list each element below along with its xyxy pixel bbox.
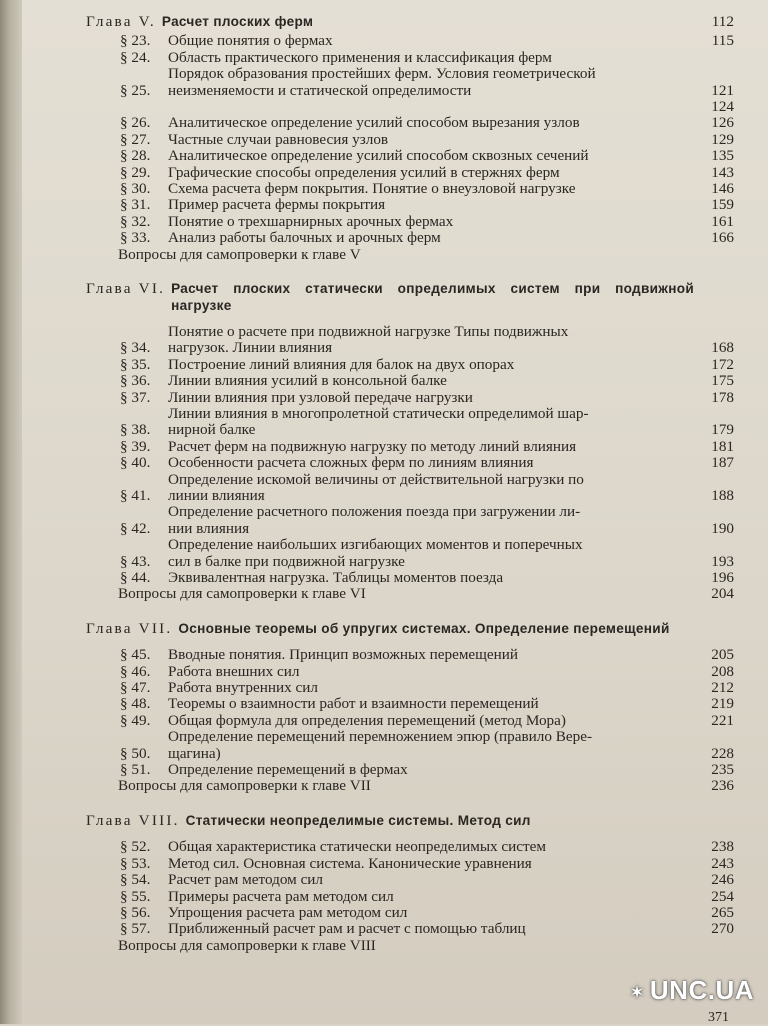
toc-entry (86, 713, 734, 729)
toc-entry (86, 181, 734, 197)
entry-line: Анализ работы балочных и арочных ферм (168, 229, 441, 247)
toc-entry (86, 439, 734, 455)
toc-entry (86, 132, 734, 148)
entry-line: Общая формула для определения перемещений (метод Мора) (168, 711, 566, 729)
toc-entry (86, 664, 734, 680)
section-title (168, 214, 694, 230)
entry-line: Вводные понятия. Принцип возможных перемещений (168, 646, 518, 664)
chapter-section (86, 813, 734, 954)
section-page: 212 (711, 679, 734, 697)
toc-entry (86, 324, 734, 357)
book-binding-edge (0, 0, 22, 1024)
entry-line: Линии влияния при узловой передаче нагрузки (168, 388, 473, 406)
toc-entry (86, 357, 734, 373)
toc-entry (86, 99, 734, 115)
star-icon: ✶ (628, 982, 646, 1004)
section-title (168, 373, 694, 389)
entry-line: Определение расчетного положения поезда при загружении ли- (168, 503, 581, 521)
section-title (168, 439, 694, 455)
section-title (168, 664, 694, 680)
section-title (168, 537, 694, 570)
section-number: § 35. (120, 355, 151, 373)
section-page: 193 (711, 552, 734, 570)
section-page: 121 (711, 81, 734, 99)
section-page: 205 (711, 646, 734, 664)
section-title (168, 197, 694, 213)
section-title (168, 115, 694, 131)
entry-line: Построение линий влияния для балок на двух опорах (168, 355, 515, 373)
chapter-title: Статически неопределимые системы. Метод сил (185, 812, 531, 828)
section-number: § 40. (120, 454, 151, 472)
entry-line: Метод сил. Основная система. Канонические уравнения (168, 854, 532, 872)
chapter-section (86, 281, 734, 603)
section-page: 168 (711, 339, 734, 357)
section-number: § 24. (120, 48, 151, 66)
section-number: § 45. (120, 646, 151, 664)
review-questions-label: Вопросы для самопроверки к главе V (118, 245, 361, 263)
chapter-heading (86, 621, 734, 637)
entry-line: Определение искомой величины от действительной нагрузки по (168, 470, 584, 488)
toc-entry (86, 390, 734, 406)
section-page: 124 (711, 98, 734, 116)
section-title (168, 455, 694, 471)
review-questions-page: 236 (711, 777, 734, 795)
toc-entry (86, 537, 734, 570)
toc-entry (86, 680, 734, 696)
section-page: 135 (711, 147, 734, 165)
review-questions-page (694, 247, 734, 263)
section-number: § 37. (120, 388, 151, 406)
entry-line: Аналитическое определение усилий способом вырезания узлов (168, 114, 580, 132)
section-number: § 52. (120, 838, 151, 856)
entry-line: Работа внутренних сил (168, 679, 318, 697)
section-title (168, 680, 694, 696)
entry-line: Определение перемещений перемножением эпюр (правило Вере- (168, 728, 593, 746)
chapter-title: Основные теоремы об упругих системах. Определение перемещений (178, 620, 670, 636)
toc-entry (86, 921, 734, 937)
section-title (168, 324, 694, 357)
review-questions-label: Вопросы для самопроверки к главе VI (118, 585, 366, 603)
section-number: § 46. (120, 662, 151, 680)
section-page: 246 (711, 871, 734, 889)
toc-entry (86, 33, 734, 49)
section-page: 159 (711, 196, 734, 214)
toc-entry (86, 762, 734, 778)
chapter-heading (86, 281, 734, 314)
section-number: § 39. (120, 437, 151, 455)
entry-line: Приближенный расчет рам и расчет с помощью таблиц (168, 920, 526, 938)
section-title (168, 66, 694, 99)
toc-entry (86, 214, 734, 230)
section-title (168, 165, 694, 181)
review-questions (86, 778, 734, 794)
toc-entry (86, 889, 734, 905)
entry-line: Графические способы определения усилий в стержнях ферм (168, 163, 560, 181)
section-title (168, 390, 694, 406)
entry-line: Расчет рам методом сил (168, 871, 324, 889)
chapter-number: Глава VIII. (86, 811, 180, 829)
entry-line: Понятие о расчете при подвижной нагрузке Типы подвижных (168, 322, 569, 340)
section-title (168, 872, 694, 888)
toc-entry (86, 373, 734, 389)
section-number: § 23. (120, 32, 151, 50)
entry-line: Работа внешних сил (168, 662, 300, 680)
section-title (168, 504, 694, 537)
entry-line: Аналитическое определение усилий способом сквозных сечений (168, 147, 589, 165)
section-page: 178 (711, 388, 734, 406)
toc-entry (86, 839, 734, 855)
site-watermark: ✶ UNC.UA (628, 975, 754, 1005)
toc-entry (86, 50, 734, 66)
section-page: 179 (711, 421, 734, 439)
entry-line: Частные случаи равновесия узлов (168, 130, 389, 148)
section-number: § 25. (120, 81, 151, 99)
page-number: 371 (708, 1010, 729, 1025)
review-questions (86, 247, 734, 263)
entry-line: Эквивалентная нагрузка. Таблицы моментов поезда (168, 569, 504, 586)
section-number: § 48. (120, 695, 151, 713)
section-number: § 44. (120, 569, 151, 586)
section-number: § 53. (120, 854, 151, 872)
section-page: 243 (711, 854, 734, 872)
chapter-heading (86, 813, 734, 829)
entry-line: Расчет ферм на подвижную нагрузку по методу линий влияния (168, 437, 577, 455)
entry-line: нирной балке (168, 421, 256, 439)
section-title (168, 762, 694, 778)
section-title (168, 889, 694, 905)
toc-entry (86, 148, 734, 164)
section-page: 187 (711, 454, 734, 472)
chapter-number: Глава VI. (86, 280, 166, 298)
toc-entry (86, 696, 734, 712)
section-page: 221 (711, 711, 734, 729)
section-number: § 47. (120, 679, 151, 697)
section-page: 254 (711, 887, 734, 905)
book-page (22, 0, 768, 1024)
section-page: 166 (711, 229, 734, 247)
section-title (168, 921, 694, 937)
chapter-section (86, 14, 734, 263)
toc-entry (86, 115, 734, 131)
section-page: 196 (711, 569, 734, 586)
section-number: § 55. (120, 887, 151, 905)
section-page: 228 (711, 744, 734, 762)
section-page: 129 (711, 130, 734, 148)
section-title (168, 406, 694, 439)
chapter-number: Глава V. (86, 13, 156, 30)
section-page: 238 (711, 838, 734, 856)
toc-entry (86, 856, 734, 872)
section-number: § 49. (120, 711, 151, 729)
section-number: § 34. (120, 339, 151, 357)
entry-line: Определение перемещений в фермах (168, 761, 408, 779)
toc-entry (86, 455, 734, 471)
section-page: 115 (711, 32, 734, 50)
entry-line: Особенности расчета сложных ферм по линиям влияния (168, 454, 534, 472)
section-number: § 57. (120, 920, 151, 938)
section-number: § 26. (120, 114, 151, 132)
section-number: § 32. (120, 212, 151, 230)
entry-line: Область практического применения и классификация ферм (168, 48, 552, 66)
section-title (168, 357, 694, 373)
chapter-title: Расчет плоских статически определимых систем при подвижной нагрузке (171, 281, 694, 313)
section-number: § 54. (120, 871, 151, 889)
toc-entry (86, 230, 734, 246)
section-number: § 42. (120, 519, 151, 537)
chapter-title: Расчет плоских ферм (161, 14, 314, 29)
section-number: § 38. (120, 421, 151, 439)
section-page: 175 (711, 372, 734, 390)
review-questions-label: Вопросы для самопроверки к главе VII (118, 777, 371, 795)
section-number: § 29. (120, 163, 151, 181)
toc-entry (86, 472, 734, 505)
entry-line: линии влияния (168, 486, 265, 504)
chapter-page: 112 (711, 13, 734, 30)
table-of-contents (86, 14, 734, 972)
section-title (168, 50, 694, 66)
entry-line: Схема расчета ферм покрытия. Понятие о внеузловой нагрузке (168, 180, 576, 198)
review-questions (86, 938, 734, 954)
entry-line: Линии влияния усилий в консольной балке (168, 372, 447, 390)
section-number: § 41. (120, 486, 151, 504)
review-questions-label: Вопросы для самопроверки к главе VIII (118, 936, 376, 954)
toc-entry (86, 729, 734, 762)
toc-entry (86, 905, 734, 921)
chapter-number: Глава VII. (86, 619, 173, 637)
entry-line: сил в балке при подвижной нагрузке (168, 552, 405, 570)
entry-line: Понятие о трехшарнирных арочных фермах (168, 212, 454, 230)
section-page: 190 (711, 519, 734, 537)
section-number: § 51. (120, 761, 151, 779)
section-title (168, 148, 694, 164)
toc-entry (86, 165, 734, 181)
entry-line: Линии влияния в многопролетной статически определимой шар- (168, 404, 589, 422)
section-page: 172 (711, 355, 734, 373)
section-number: § 30. (120, 180, 151, 198)
section-page: 181 (711, 437, 734, 455)
section-number: § 43. (120, 552, 151, 570)
section-page: 235 (711, 761, 734, 779)
section-title (168, 713, 694, 729)
toc-entry (86, 570, 734, 586)
section-page: 161 (711, 212, 734, 230)
section-number: § 31. (120, 196, 151, 214)
section-number: § 56. (120, 903, 151, 921)
section-page: 188 (711, 486, 734, 504)
entry-line: Пример расчета фермы покрытия (168, 196, 386, 214)
section-title (168, 905, 694, 921)
toc-entry (86, 66, 734, 99)
entry-line: Упрощения расчета рам методом сил (168, 903, 408, 921)
section-title (168, 230, 694, 246)
section-page: 126 (711, 114, 734, 132)
section-number: § 36. (120, 372, 151, 390)
section-title (168, 472, 694, 505)
section-page: 146 (711, 180, 734, 198)
section-title (168, 570, 694, 586)
section-page: 270 (711, 920, 734, 938)
section-number: § 27. (120, 130, 151, 148)
entry-line: Теоремы о взаимности работ и взаимности перемещений (168, 695, 539, 713)
toc-entry (86, 197, 734, 213)
section-number: § 33. (120, 229, 151, 247)
section-title (168, 696, 694, 712)
section-title (168, 839, 694, 855)
section-page: 219 (711, 695, 734, 713)
section-title (168, 729, 694, 762)
chapter-section (86, 621, 734, 795)
toc-entry (86, 647, 734, 663)
toc-entry (86, 406, 734, 439)
section-title (168, 647, 694, 663)
section-title (168, 33, 694, 49)
entry-line: неизменяемости и статической определимости (168, 81, 472, 99)
section-page: 143 (711, 163, 734, 181)
entry-line: щагина) (168, 744, 221, 762)
entry-line: Порядок образования простейших ферм. Условия геометрической (168, 65, 596, 83)
entry-line: Определение наибольших изгибающих моментов и поперечных (168, 536, 583, 554)
toc-entry (86, 872, 734, 888)
review-questions (86, 586, 734, 602)
entry-line: нагрузок. Линии влияния (168, 339, 333, 357)
chapter-heading (86, 14, 734, 30)
section-number: § 50. (120, 744, 151, 762)
section-page: 208 (711, 662, 734, 680)
review-questions-page (694, 938, 734, 954)
entry-line: нии влияния (168, 519, 250, 537)
section-title (168, 181, 694, 197)
toc-entry (86, 504, 734, 537)
section-title (168, 132, 694, 148)
review-questions-page: 204 (711, 585, 734, 603)
section-page: 265 (711, 903, 734, 921)
entry-line: Примеры расчета рам методом сил (168, 887, 394, 905)
section-title (168, 856, 694, 872)
entry-line: Общие понятия о фермах (168, 32, 333, 50)
entry-line: Общая характеристика статически неопределимых систем (168, 838, 547, 856)
section-number: § 28. (120, 147, 151, 165)
